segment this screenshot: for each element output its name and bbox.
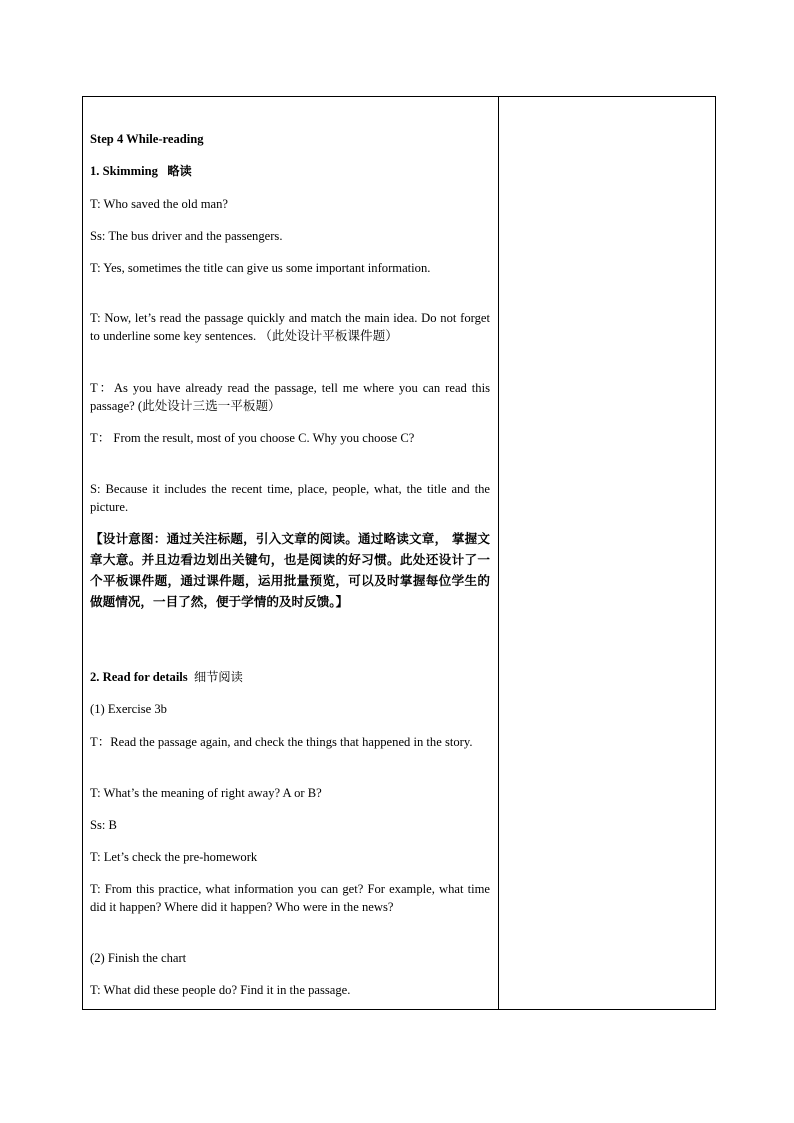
design-note: 【设计意图：通过关注标题，引入文章的阅读。通过略读文章， 掌握文章大意。并且边看边划出关键句，也是阅读的好习惯。此处还设计了一个平板课件题，通过课件题，运用批量预览，可以及时掌握每位学生的做题情况，一目了然，便于学情的及时反馈。】 (90, 531, 490, 609)
step-title: Step 4 While-reading (90, 132, 204, 146)
dialogue-line: Ss: The bus driver and the passengers. (90, 229, 283, 243)
skimming-heading: 1. Skimming (90, 164, 158, 178)
details-heading: 2. Read for details (90, 670, 188, 684)
skimming-heading-cn: 略读 (167, 164, 192, 178)
dialogue-line: T： From the result, most of you choose C. Why you choose C? (90, 431, 415, 445)
details-line: (2) Finish the chart (90, 951, 187, 965)
lesson-table (82, 96, 716, 1010)
dialogue-line: T：As you have already read the passage, tell me where you can read this passage? (此处设计三选一平板题） (90, 381, 490, 413)
details-line: T：Read the passage again, and check the things that happened in the story. (90, 735, 473, 749)
notes-cell (499, 97, 715, 1009)
details-line: T: Let’s check the pre-homework (90, 850, 258, 864)
details-heading-line (90, 668, 490, 686)
dialogue-line: S: Because it includes the recent time, place, people, what, the title and the picture. (90, 482, 490, 514)
details-line: Ss: B (90, 818, 117, 832)
details-line: T: What’s the meaning of right away? A or B? (90, 786, 322, 800)
details-line: (1) Exercise 3b (90, 702, 167, 716)
dialogue-line: T: Who saved the old man? (90, 197, 228, 211)
details-line: T: What did these people do? Find it in the passage. (90, 983, 351, 997)
dialogue-line: T: Yes, sometimes the title can give us some important information. (90, 261, 431, 275)
skimming-heading-line (90, 162, 490, 180)
details-heading-cn: 细节阅读 (194, 670, 243, 684)
dialogue-line: T: Now, let’s read the passage quickly and match the main idea. Do not forget to underline some key sentences. （此处设计平板课件题） (90, 311, 490, 343)
details-line: T: From this practice, what information you can get? For example, what time did it happen? Where did it happen? Who were in the news? (90, 882, 490, 914)
